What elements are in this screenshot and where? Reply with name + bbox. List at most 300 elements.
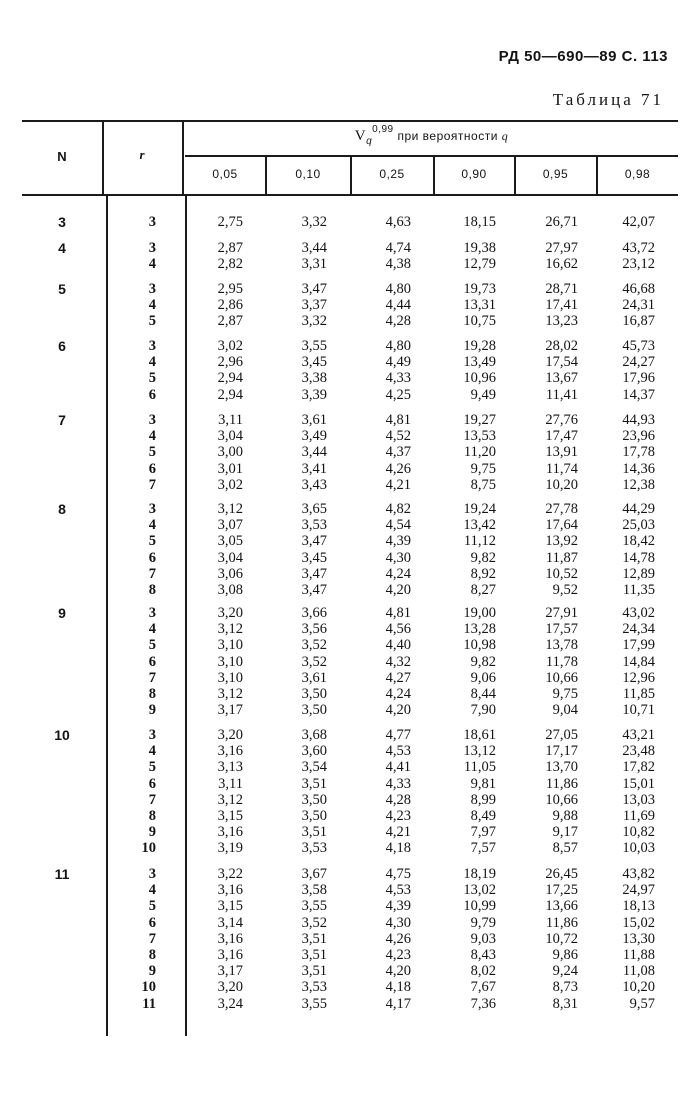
value-cell-q3: 8,27: [470, 582, 496, 598]
value-cell-q2: 4,24: [385, 686, 411, 702]
value-cell-q3: 13,49: [463, 354, 496, 371]
r-value: 11: [142, 995, 156, 1012]
value-cell-q3: 19,28: [463, 338, 496, 354]
value-cell-q1: 3,51: [301, 963, 327, 980]
r-value: 3: [148, 412, 156, 428]
value-cell-q1: 3,41: [301, 460, 327, 477]
value-cell-q1: 3,51: [301, 775, 327, 792]
table-row: [22, 313, 678, 329]
table-row: [22, 670, 678, 686]
value-cell-q4: 26,45: [545, 866, 578, 882]
value-cell-q3: 10,96: [463, 370, 496, 387]
value-cell-q1: 3,50: [301, 808, 327, 824]
value-cell-q1: 3,52: [301, 914, 327, 931]
table-title: Таблица 71: [552, 90, 664, 109]
table-row: [22, 566, 678, 582]
value-cell-q3: 12,79: [463, 256, 496, 273]
table-row: [22, 776, 678, 792]
table-row: [22, 387, 678, 403]
table-row: [22, 979, 678, 995]
value-cell-q0: 3,16: [217, 947, 243, 963]
q-header-2: 0,25: [379, 167, 405, 181]
table-row: [22, 882, 678, 898]
value-cell-q5: 23,96: [622, 428, 655, 445]
table-row: [22, 281, 678, 297]
value-cell-q1: 3,53: [301, 517, 327, 534]
value-cell-q4: 17,54: [545, 354, 578, 371]
value-cell-q5: 45,73: [622, 338, 655, 354]
value-cell-q0: 2,94: [217, 386, 243, 403]
value-cell-q1: 3,52: [301, 637, 327, 654]
value-cell-q2: 4,21: [385, 824, 411, 841]
value-cell-q4: 8,73: [552, 979, 578, 996]
value-cell-q4: 9,75: [552, 686, 578, 702]
value-cell-q1: 3,47: [301, 533, 327, 550]
value-cell-q5: 46,68: [622, 281, 655, 297]
value-cell-q3: 13,28: [463, 621, 496, 638]
r-value: 3: [148, 501, 156, 517]
value-cell-q1: 3,65: [301, 501, 327, 517]
table-row: [22, 947, 678, 963]
value-cell-q5: 10,82: [622, 824, 655, 841]
table-row: [22, 637, 678, 653]
table-row: [22, 898, 678, 914]
value-cell-q3: 7,97: [470, 824, 496, 841]
value-cell-q2: 4,41: [385, 759, 411, 776]
value-cell-q3: 18,19: [463, 866, 496, 882]
value-cell-q3: 8,75: [470, 476, 496, 493]
r-value: 3: [148, 214, 156, 230]
table-row: [22, 743, 678, 759]
r-value: 8: [148, 808, 156, 824]
value-cell-q1: 3,47: [301, 582, 327, 598]
value-cell-q1: 3,60: [301, 743, 327, 760]
r-value: 5: [148, 444, 156, 461]
value-cell-q2: 4,33: [385, 370, 411, 387]
value-cell-q3: 9,82: [470, 653, 496, 670]
r-value: 7: [148, 565, 156, 582]
value-cell-q0: 3,11: [218, 775, 243, 792]
quantile-superscript: 0,99: [372, 124, 394, 135]
value-cell-q3: 9,03: [470, 930, 496, 947]
value-cell-q3: 10,99: [463, 898, 496, 915]
value-cell-q4: 9,24: [552, 963, 578, 980]
table-row: [22, 501, 678, 517]
value-cell-q5: 14,84: [622, 653, 655, 670]
value-cell-q3: 8,44: [470, 686, 496, 702]
table-row: [22, 582, 678, 598]
r-value: 5: [148, 313, 156, 330]
value-cell-q5: 14,37: [622, 386, 655, 403]
quantile-caption: при вероятности: [397, 129, 498, 143]
value-cell-q0: 3,17: [217, 702, 243, 719]
value-cell-q1: 3,31: [301, 256, 327, 273]
value-cell-q5: 11,69: [622, 808, 655, 824]
r-value: 3: [148, 281, 156, 297]
value-cell-q0: 3,20: [217, 605, 243, 621]
value-cell-q4: 10,66: [545, 791, 578, 808]
value-cell-q5: 43,02: [622, 605, 655, 621]
value-cell-q1: 3,58: [301, 882, 327, 899]
value-cell-q3: 13,12: [463, 743, 496, 760]
group-n-value: 4: [58, 240, 66, 256]
value-cell-q0: 3,16: [217, 882, 243, 899]
value-cell-q1: 3,66: [301, 605, 327, 621]
r-value: 6: [148, 653, 156, 670]
value-cell-q3: 9,06: [470, 669, 496, 686]
r-value: 6: [148, 386, 156, 403]
value-cell-q5: 13,03: [622, 791, 655, 808]
value-cell-q1: 3,32: [301, 214, 327, 230]
r-value: 3: [148, 240, 156, 256]
value-cell-q0: 3,02: [217, 338, 243, 354]
q-header-5: 0,98: [624, 167, 651, 181]
value-cell-q4: 27,05: [545, 727, 578, 743]
table-row: [22, 297, 678, 313]
value-cell-q5: 24,34: [622, 621, 655, 638]
group-n-value: 7: [58, 412, 66, 428]
value-cell-q1: 3,51: [301, 930, 327, 947]
value-cell-q3: 13,53: [463, 428, 496, 445]
value-cell-q1: 3,55: [301, 898, 327, 915]
value-cell-q4: 10,52: [545, 565, 578, 582]
value-cell-q3: 7,90: [470, 702, 496, 719]
group-n-value: 3: [58, 214, 66, 230]
value-cell-q0: 3,11: [218, 412, 243, 428]
group-n-value: 11: [54, 866, 70, 882]
value-cell-q1: 3,51: [301, 947, 327, 963]
value-cell-q5: 15,02: [622, 914, 655, 931]
value-cell-q4: 16,62: [545, 256, 578, 273]
value-cell-q2: 4,49: [385, 354, 411, 371]
value-cell-q1: 3,68: [301, 727, 327, 743]
table-row: [22, 808, 678, 824]
value-cell-q0: 3,01: [217, 460, 243, 477]
value-cell-q2: 4,53: [385, 882, 411, 899]
table-row: [22, 963, 678, 979]
value-cell-q2: 4,21: [385, 476, 411, 493]
value-cell-q2: 4,23: [385, 947, 411, 963]
group-n-value: 5: [58, 281, 66, 297]
value-cell-q5: 44,93: [622, 412, 655, 428]
r-value: 4: [148, 297, 156, 314]
value-cell-q2: 4,28: [385, 791, 411, 808]
q-header-1: 0,10: [295, 167, 321, 181]
r-value: 4: [148, 621, 156, 638]
q-header-3: 0,90: [461, 167, 487, 181]
value-cell-q4: 13,23: [545, 313, 578, 330]
table-row: [22, 240, 678, 256]
value-cell-q4: 17,25: [545, 882, 578, 899]
r-value: 4: [148, 428, 156, 445]
value-cell-q2: 4,30: [385, 914, 411, 931]
subheader-rule: [185, 155, 678, 157]
value-cell-q5: 10,20: [622, 979, 655, 996]
value-cell-q2: 4,20: [385, 702, 411, 719]
value-cell-q4: 17,17: [545, 743, 578, 760]
value-cell-q2: 4,56: [385, 621, 411, 638]
value-cell-q1: 3,44: [301, 240, 327, 256]
table-row: [22, 444, 678, 460]
value-cell-q3: 9,49: [470, 386, 496, 403]
r-value: 10: [141, 840, 156, 857]
value-cell-q0: 3,16: [217, 824, 243, 841]
value-cell-q3: 7,67: [470, 979, 496, 996]
value-cell-q1: 3,50: [301, 702, 327, 719]
value-cell-q4: 10,66: [545, 669, 578, 686]
table-row: [22, 256, 678, 272]
table-row: [22, 550, 678, 566]
r-value: 6: [148, 914, 156, 931]
value-cell-q5: 12,38: [622, 476, 655, 493]
value-cell-q0: 3,17: [217, 963, 243, 980]
r-value: 5: [148, 533, 156, 550]
r-value: 8: [148, 582, 156, 598]
value-cell-q5: 14,78: [622, 549, 655, 566]
value-cell-q1: 3,32: [301, 313, 327, 330]
value-cell-q0: 3,07: [217, 517, 243, 534]
value-cell-q3: 9,82: [470, 549, 496, 566]
value-cell-q3: 19,27: [463, 412, 496, 428]
value-cell-q4: 10,20: [545, 476, 578, 493]
value-cell-q1: 3,39: [301, 386, 327, 403]
value-cell-q2: 4,20: [385, 963, 411, 980]
value-cell-q0: 3,04: [217, 549, 243, 566]
value-cell-q5: 43,21: [622, 727, 655, 743]
column-header-r: r: [139, 147, 145, 162]
value-cell-q5: 17,78: [622, 444, 655, 461]
value-cell-q0: 3,10: [217, 653, 243, 670]
value-cell-q4: 11,86: [545, 775, 578, 792]
r-value: 5: [148, 759, 156, 776]
r-value: 4: [148, 256, 156, 273]
value-cell-q2: 4,74: [385, 240, 411, 256]
value-cell-q4: 8,57: [552, 840, 578, 857]
table-row: [22, 792, 678, 808]
value-cell-q2: 4,75: [385, 866, 411, 882]
table-row: [22, 824, 678, 840]
value-cell-q0: 3,05: [217, 533, 243, 550]
value-cell-q3: 19,73: [463, 281, 496, 297]
value-cell-q0: 3,06: [217, 565, 243, 582]
value-cell-q2: 4,81: [385, 605, 411, 621]
value-cell-q2: 4,39: [385, 898, 411, 915]
value-cell-q4: 11,86: [545, 914, 578, 931]
r-value: 6: [148, 549, 156, 566]
value-cell-q5: 43,82: [622, 866, 655, 882]
value-cell-q0: 3,14: [217, 914, 243, 931]
value-cell-q4: 17,47: [545, 428, 578, 445]
table-row: [22, 428, 678, 444]
value-cell-q0: 2,86: [217, 297, 243, 314]
value-cell-q0: 3,19: [217, 840, 243, 857]
r-value: 4: [148, 517, 156, 534]
value-cell-q2: 4,23: [385, 808, 411, 824]
value-cell-q0: 3,10: [217, 669, 243, 686]
value-cell-q2: 4,38: [385, 256, 411, 273]
value-cell-q4: 27,97: [545, 240, 578, 256]
value-cell-q4: 17,41: [545, 297, 578, 314]
value-cell-q0: 3,13: [217, 759, 243, 776]
value-cell-q1: 3,47: [301, 565, 327, 582]
value-cell-q0: 3,22: [217, 866, 243, 882]
table-row: [22, 915, 678, 931]
value-cell-q5: 25,03: [622, 517, 655, 534]
value-cell-q3: 8,02: [470, 963, 496, 980]
value-cell-q4: 11,87: [545, 549, 578, 566]
value-cell-q1: 3,38: [301, 370, 327, 387]
value-cell-q3: 11,05: [463, 759, 496, 776]
value-cell-q4: 17,64: [545, 517, 578, 534]
value-cell-q5: 11,08: [622, 963, 655, 980]
value-cell-q0: 3,20: [217, 979, 243, 996]
value-cell-q1: 3,53: [301, 979, 327, 996]
value-cell-q5: 24,31: [622, 297, 655, 314]
value-cell-q0: 2,82: [217, 256, 243, 273]
value-cell-q1: 3,55: [301, 995, 327, 1012]
r-value: 8: [148, 947, 156, 963]
quantile-symbol: V: [354, 128, 367, 144]
value-cell-q4: 27,76: [545, 412, 578, 428]
group-n-value: 10: [54, 727, 70, 743]
value-cell-q0: 2,87: [217, 240, 243, 256]
value-cell-q4: 13,67: [545, 370, 578, 387]
r-value: 3: [148, 605, 156, 621]
running-title: РД 50—690—89 С. 113: [498, 48, 668, 65]
r-value: 8: [148, 686, 156, 702]
value-cell-q4: 17,57: [545, 621, 578, 638]
value-cell-q1: 3,50: [301, 791, 327, 808]
value-cell-q0: 2,75: [217, 214, 243, 230]
group-n-value: 8: [58, 501, 66, 517]
value-cell-q2: 4,20: [385, 582, 411, 598]
value-cell-q4: 9,17: [552, 824, 578, 841]
value-cell-q5: 10,03: [622, 840, 655, 857]
r-value: 6: [148, 460, 156, 477]
value-cell-q0: 3,00: [217, 444, 243, 461]
value-cell-q2: 4,18: [385, 840, 411, 857]
table-row: [22, 654, 678, 670]
r-value: 3: [148, 866, 156, 882]
value-cell-q3: 18,61: [463, 727, 496, 743]
value-cell-q5: 15,01: [622, 775, 655, 792]
table-row: [22, 412, 678, 428]
value-cell-q4: 28,02: [545, 338, 578, 354]
value-cell-q3: 9,75: [470, 460, 496, 477]
value-cell-q1: 3,55: [301, 338, 327, 354]
value-cell-q4: 13,66: [545, 898, 578, 915]
table-top-rule: [22, 120, 678, 122]
table-row: [22, 461, 678, 477]
value-cell-q2: 4,80: [385, 281, 411, 297]
value-cell-q2: 4,39: [385, 533, 411, 550]
value-cell-q3: 8,92: [470, 565, 496, 582]
value-cell-q4: 13,70: [545, 759, 578, 776]
value-cell-q2: 4,27: [385, 669, 411, 686]
value-cell-q2: 4,30: [385, 549, 411, 566]
value-cell-q4: 13,78: [545, 637, 578, 654]
value-cell-q1: 3,52: [301, 653, 327, 670]
value-cell-q1: 3,45: [301, 549, 327, 566]
value-cell-q5: 42,07: [622, 214, 655, 230]
r-value: 10: [141, 979, 156, 996]
table-row: [22, 727, 678, 743]
value-cell-q2: 4,82: [385, 501, 411, 517]
value-cell-q3: 13,31: [463, 297, 496, 314]
value-cell-q4: 27,78: [545, 501, 578, 517]
table-row: [22, 840, 678, 856]
value-cell-q0: 2,96: [217, 354, 243, 371]
value-cell-q3: 19,24: [463, 501, 496, 517]
table-row: [22, 996, 678, 1012]
value-cell-q4: 26,71: [545, 214, 578, 230]
value-cell-q5: 12,89: [622, 565, 655, 582]
value-cell-q2: 4,26: [385, 930, 411, 947]
value-cell-q3: 11,12: [463, 533, 496, 550]
table-row: [22, 702, 678, 718]
table-row: [22, 338, 678, 354]
value-cell-q3: 7,57: [470, 840, 496, 857]
value-cell-q5: 10,71: [622, 702, 655, 719]
value-cell-q4: 10,72: [545, 930, 578, 947]
value-cell-q5: 23,48: [622, 743, 655, 760]
value-cell-q3: 7,36: [470, 995, 496, 1012]
value-cell-q0: 3,04: [217, 428, 243, 445]
value-cell-q1: 3,49: [301, 428, 327, 445]
value-cell-q0: 3,12: [217, 686, 243, 702]
value-cell-q2: 4,54: [385, 517, 411, 534]
r-value: 9: [148, 702, 156, 719]
value-cell-q0: 3,12: [217, 791, 243, 808]
value-cell-q1: 3,47: [301, 281, 327, 297]
value-cell-q1: 3,45: [301, 354, 327, 371]
value-cell-q3: 19,00: [463, 605, 496, 621]
value-cell-q3: 11,20: [463, 444, 496, 461]
value-cell-q1: 3,43: [301, 476, 327, 493]
table-row: [22, 533, 678, 549]
value-cell-q4: 28,71: [545, 281, 578, 297]
value-cell-q4: 11,78: [545, 653, 578, 670]
value-cell-q4: 11,74: [545, 460, 578, 477]
value-cell-q1: 3,53: [301, 840, 327, 857]
value-cell-q5: 14,36: [622, 460, 655, 477]
value-cell-q3: 8,43: [470, 947, 496, 963]
value-cell-q5: 18,42: [622, 533, 655, 550]
value-cell-q4: 13,91: [545, 444, 578, 461]
r-value: 7: [148, 476, 156, 493]
value-cell-q5: 17,96: [622, 370, 655, 387]
value-cell-q0: 3,02: [217, 476, 243, 493]
value-cell-q5: 17,99: [622, 637, 655, 654]
r-value: 5: [148, 370, 156, 387]
value-cell-q2: 4,52: [385, 428, 411, 445]
value-cell-q1: 3,56: [301, 621, 327, 638]
value-cell-q0: 2,94: [217, 370, 243, 387]
value-cell-q2: 4,81: [385, 412, 411, 428]
value-cell-q2: 4,32: [385, 653, 411, 670]
value-cell-q5: 11,85: [622, 686, 655, 702]
value-cell-q3: 8,49: [470, 808, 496, 824]
value-cell-q5: 17,82: [622, 759, 655, 776]
value-cell-q2: 4,24: [385, 565, 411, 582]
r-value: 4: [148, 354, 156, 371]
value-cell-q2: 4,25: [385, 386, 411, 403]
q-header-4: 0,95: [542, 167, 569, 181]
value-cell-q2: 4,80: [385, 338, 411, 354]
value-cell-q1: 3,37: [301, 297, 327, 314]
value-cell-q4: 8,31: [552, 995, 578, 1012]
table-row: [22, 354, 678, 370]
